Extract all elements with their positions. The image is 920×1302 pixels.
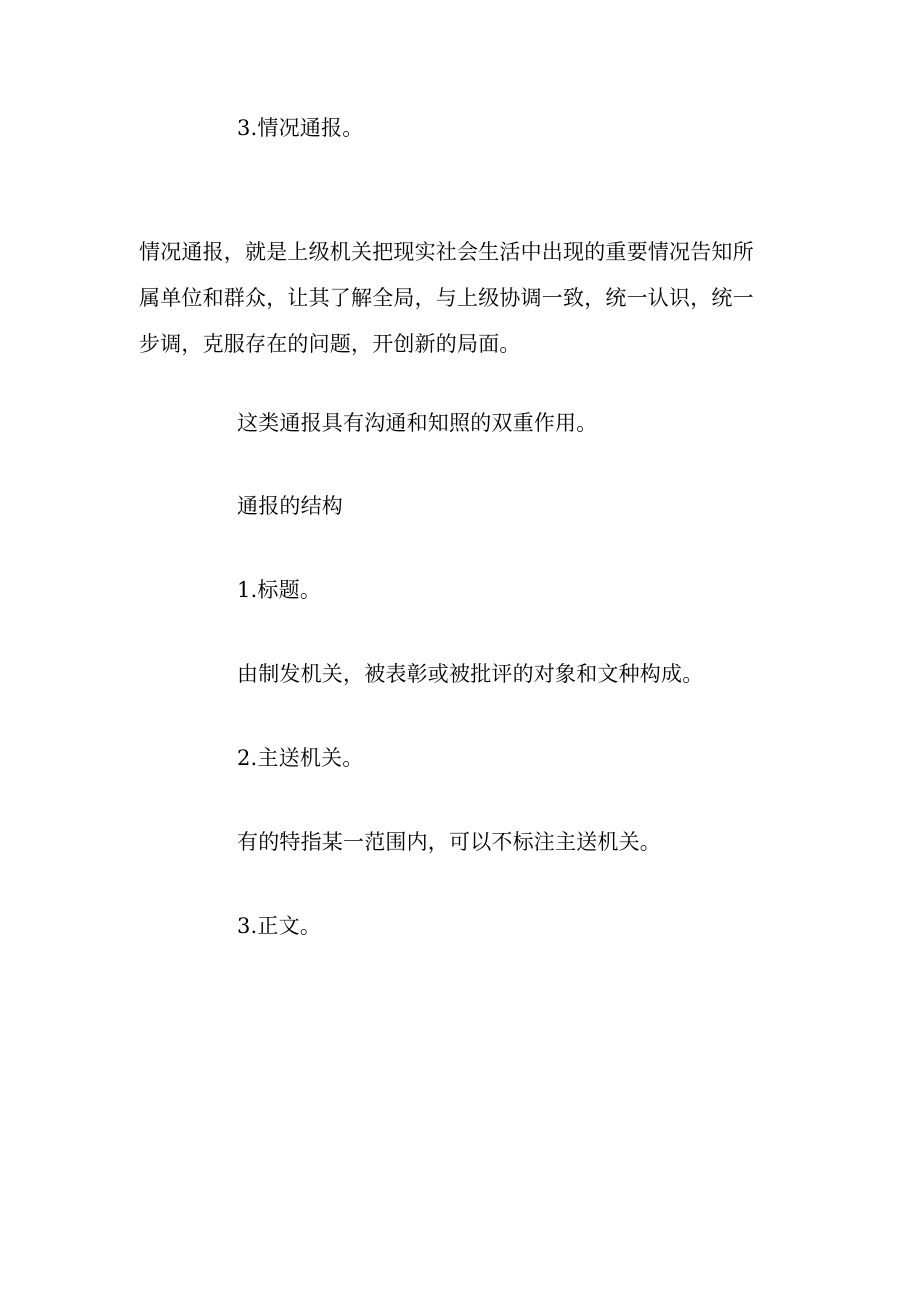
heading-situation-report: 3.情况通报。: [237, 116, 364, 140]
item-recipient-description: 有的特指某一范围内，可以不标注主送机关。: [237, 830, 661, 854]
definition-paragraph-line-1: 情况通报，就是上级机关把现实社会生活中出现的重要情况告知所: [139, 240, 754, 264]
item-title-description: 由制发机关，被表彰或被批评的对象和文种构成。: [237, 662, 704, 686]
definition-paragraph-line-2: 属单位和群众，让其了解全局，与上级协调一致，统一认识，统一: [139, 286, 754, 310]
section-heading-structure: 通报的结构: [237, 494, 343, 518]
item-recipient-heading: 2.主送机关。: [237, 746, 364, 770]
definition-paragraph-line-3: 步调，克服存在的问题，开创新的局面。: [139, 332, 521, 356]
item-body-heading: 3.正文。: [237, 914, 322, 938]
function-paragraph: 这类通报具有沟通和知照的双重作用。: [237, 411, 598, 435]
item-title-heading: 1.标题。: [237, 578, 322, 602]
